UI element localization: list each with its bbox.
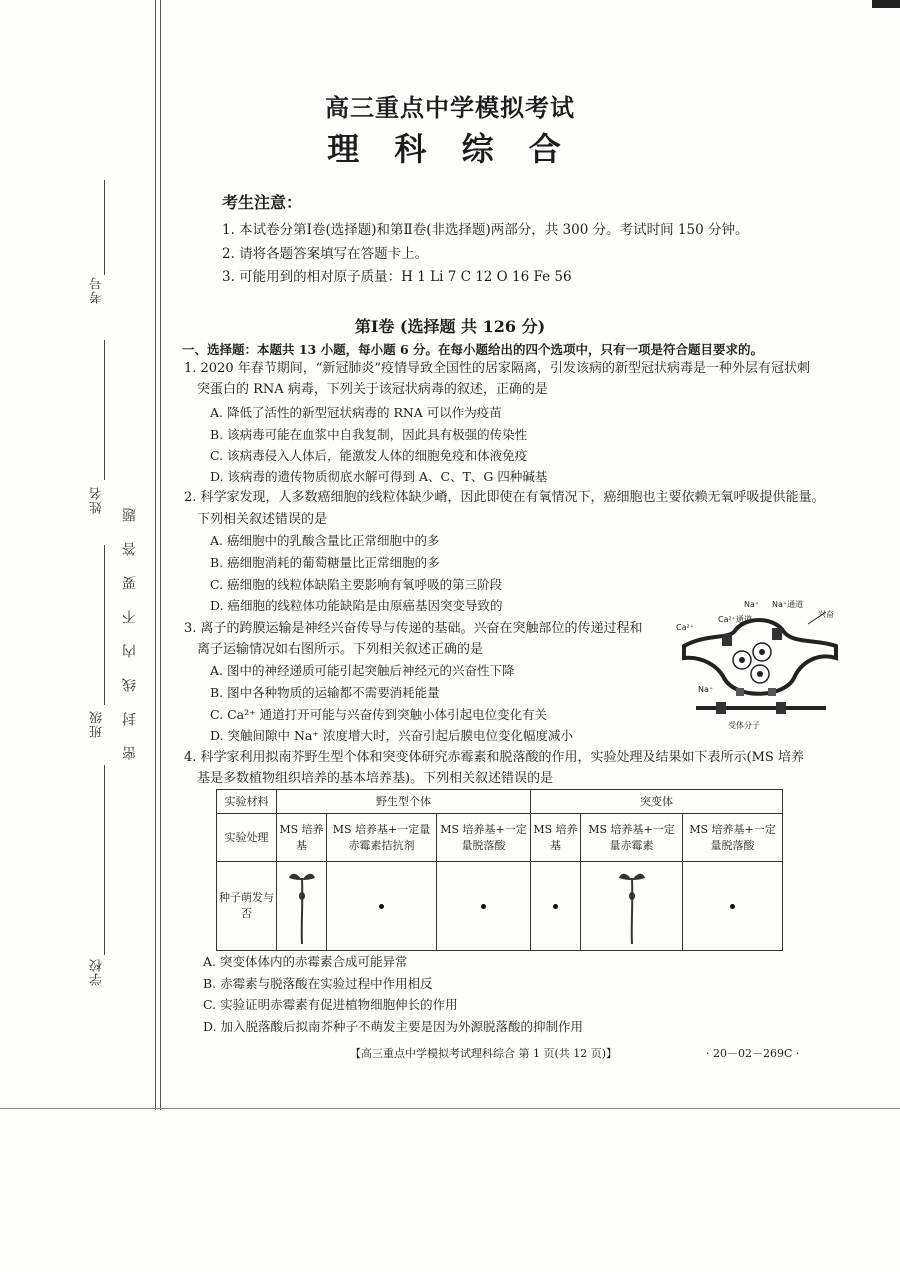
question-2-option-d: D. 癌细胞的线粒体功能缺陷是由原癌基因突变导致的 (210, 598, 503, 613)
page-bottom-edge (0, 1108, 900, 1109)
question-3-option-a: A. 图中的神经递质可能引起突触后神经元的兴奋性下降 (210, 663, 515, 678)
table-result-row (217, 862, 783, 951)
seedling-icon (617, 866, 647, 946)
question-3-stem-cont: 离子运输情况如右图所示。下列相关叙述正确的是 (197, 642, 484, 657)
receptor-shape (716, 702, 726, 714)
release-site (736, 688, 744, 696)
neurotransmitter-dot (739, 657, 745, 663)
table-cell: MS 培养基+一定量赤霉素 (581, 814, 683, 862)
fig-label-ca: Ca²⁺ (676, 623, 694, 632)
not-germinated-cell (531, 862, 581, 951)
scan-corner-mark (872, 0, 900, 8)
synapse-figure (676, 594, 846, 734)
ca-channel-shape (722, 634, 732, 646)
seed-dot-icon (481, 904, 486, 909)
question-4-option-d: D. 加入脱落酸后拟南芥种子不萌发主要是因为外源脱落酸的抑制作用 (203, 1019, 584, 1034)
fig-label-receptor: 受体分子 (728, 721, 760, 730)
table-cell: MS 培养基+一定量脱落酸 (437, 814, 531, 862)
exam-number-label: 考号 (90, 276, 105, 304)
exam-title: 高三重点中学模拟考试 (325, 93, 575, 122)
not-germinated-cell (683, 862, 783, 951)
release-site (768, 688, 776, 696)
question-1-option-b: B. 该病毒可能在血浆中自我复制，因此具有极强的传染性 (210, 427, 528, 442)
question-1-stem: 1. 2020 年春节期间，“新冠肺炎”疫情导致全国性的居家隔离，引发该病的新型冠状病毒是一种外层有冠状刺 (184, 361, 811, 376)
school-field[interactable] (104, 765, 105, 955)
question-4-option-b: B. 赤霉素与脱落酸在实验过程中作用相反 (203, 976, 433, 991)
fig-label-ca-channel: Ca²⁺通道 (718, 615, 752, 624)
table-header-label: 实验材料 (217, 790, 277, 814)
question-4-option-a: A. 突变体体内的赤霉素合成可能异常 (203, 954, 408, 969)
question-4-stem: 4. 科学家利用拟南芥野生型个体和突变体研究赤霉素和脱落酸的作用，实验处理及结果如下表所示(MS 培养 (184, 750, 804, 765)
table-group-mutant: 突变体 (531, 790, 783, 814)
fig-label-na-left: Na⁺ (698, 685, 714, 694)
question-1-option-d: D. 该病毒的遗传物质彻底水解可得到 A、C、T、G 四种碱基 (210, 469, 548, 484)
exam-subject: 理 科 综 合 (327, 130, 573, 168)
section-instructions: 一、选择题：本题共 13 小题，每小题 6 分。在每小题给出的四个选项中，只有一项是符合题目要求的。 (182, 342, 764, 357)
question-2-option-a: A. 癌细胞中的乳酸含量比正常细胞中的多 (210, 533, 440, 548)
school-label: 学校 (90, 958, 105, 986)
table-cell: MS 培养基+一定量脱落酸 (683, 814, 783, 862)
table-cell: MS 培养基 (531, 814, 581, 862)
question-1-option-a: A. 降低了活性的新型冠状病毒的 RNA 可以作为疫苗 (210, 405, 502, 420)
table-group-wild: 野生型个体 (277, 790, 531, 814)
fig-label-excitation: 兴奋 (818, 610, 834, 619)
question-1-stem-cont: 突蛋白的 RNA 病毒，下列关于该冠状病毒的叙述，正确的是 (197, 382, 548, 397)
germinated-seedling-cell (581, 862, 683, 951)
section-title: 第Ⅰ卷 (选择题 共 126 分) (354, 317, 546, 336)
question-4-option-c: C. 实验证明赤霉素有促进植物细胞伸长的作用 (203, 997, 458, 1012)
question-2-option-c: C. 癌细胞的线粒体缺陷主要影响有氧呼吸的第三阶段 (210, 577, 503, 592)
question-3-option-b: B. 图中各种物质的运输都不需要消耗能量 (210, 685, 440, 700)
seedling-icon (287, 866, 317, 946)
table-header-row (217, 790, 783, 814)
question-3-stem: 3. 离子的跨膜运输是神经兴奋传导与传递的基础。兴奋在突触部位的传递过程和 (184, 621, 643, 636)
germinated-seedling-cell (277, 862, 327, 951)
page-footer: 【高三重点中学模拟考试理科综合 第 1 页(共 12 页)】 (350, 1047, 618, 1060)
notice-heading: 考生注意： (222, 193, 303, 212)
table-treatment-label: 实验处理 (217, 814, 277, 862)
not-germinated-cell (327, 862, 437, 951)
table-treatment-row (217, 814, 783, 862)
seed-dot-icon (379, 904, 384, 909)
class-label: 班级 (90, 710, 105, 738)
question-2-option-b: B. 癌细胞消耗的葡萄糖量比正常细胞的多 (210, 555, 440, 570)
seed-dot-icon (553, 904, 558, 909)
not-germinated-cell (437, 862, 531, 951)
receptor-shape (776, 702, 786, 714)
table-result-label: 种子萌发与否 (217, 862, 277, 951)
seed-dot-icon (730, 904, 735, 909)
question-1-option-c: C. 该病毒侵入人体后，能激发人体的细胞免疫和体液免疫 (210, 448, 528, 463)
exam-number-field[interactable] (104, 180, 105, 275)
question-3-option-d: D. 突触间隙中 Na⁺ 浓度增大时，兴奋引起后膜电位变化幅度减小 (210, 728, 573, 743)
name-field[interactable] (104, 340, 105, 480)
experiment-table (216, 789, 783, 951)
fig-label-na-channel: Na⁺通道 (772, 600, 804, 609)
question-2-stem-cont: 下列相关叙述错误的是 (197, 512, 328, 527)
question-3-option-c: C. Ca²⁺ 通道打开可能与兴奋传到突触小体引起电位变化有关 (210, 707, 548, 722)
question-4-stem-cont: 基是多数植物组织培养的基本培养基)。下列相关叙述错误的是 (197, 771, 554, 786)
neurotransmitter-dot (757, 671, 763, 677)
class-field[interactable] (104, 545, 105, 705)
notice-item: 1. 本试卷分第Ⅰ卷(选择题)和第Ⅱ卷(非选择题)两部分，共 300 分。考试时间 150 分钟。 (222, 222, 749, 238)
name-label: 姓名 (90, 486, 105, 514)
table-cell: MS 培养基+一定量赤霉素拮抗剂 (327, 814, 437, 862)
question-2-stem: 2. 科学家发现，人多数癌细胞的线粒体缺少嵴，因此即使在有氧情况下，癌细胞也主要依赖无氧呼吸提供能量。 (184, 490, 825, 505)
notice-item: 3. 可能用到的相对原子质量：H 1 Li 7 C 12 O 16 Fe 56 (222, 269, 572, 285)
seal-line-note: 密封线内不要答题 (122, 488, 138, 760)
notice-item: 2. 请将各题答案填写在答题卡上。 (222, 246, 429, 262)
table-cell: MS 培养基 (277, 814, 327, 862)
neurotransmitter-dot (759, 649, 765, 655)
paper-code: · 20－02－269C · (706, 1047, 800, 1060)
fig-label-na: Na⁺ (744, 600, 760, 609)
na-channel-shape (772, 628, 782, 640)
